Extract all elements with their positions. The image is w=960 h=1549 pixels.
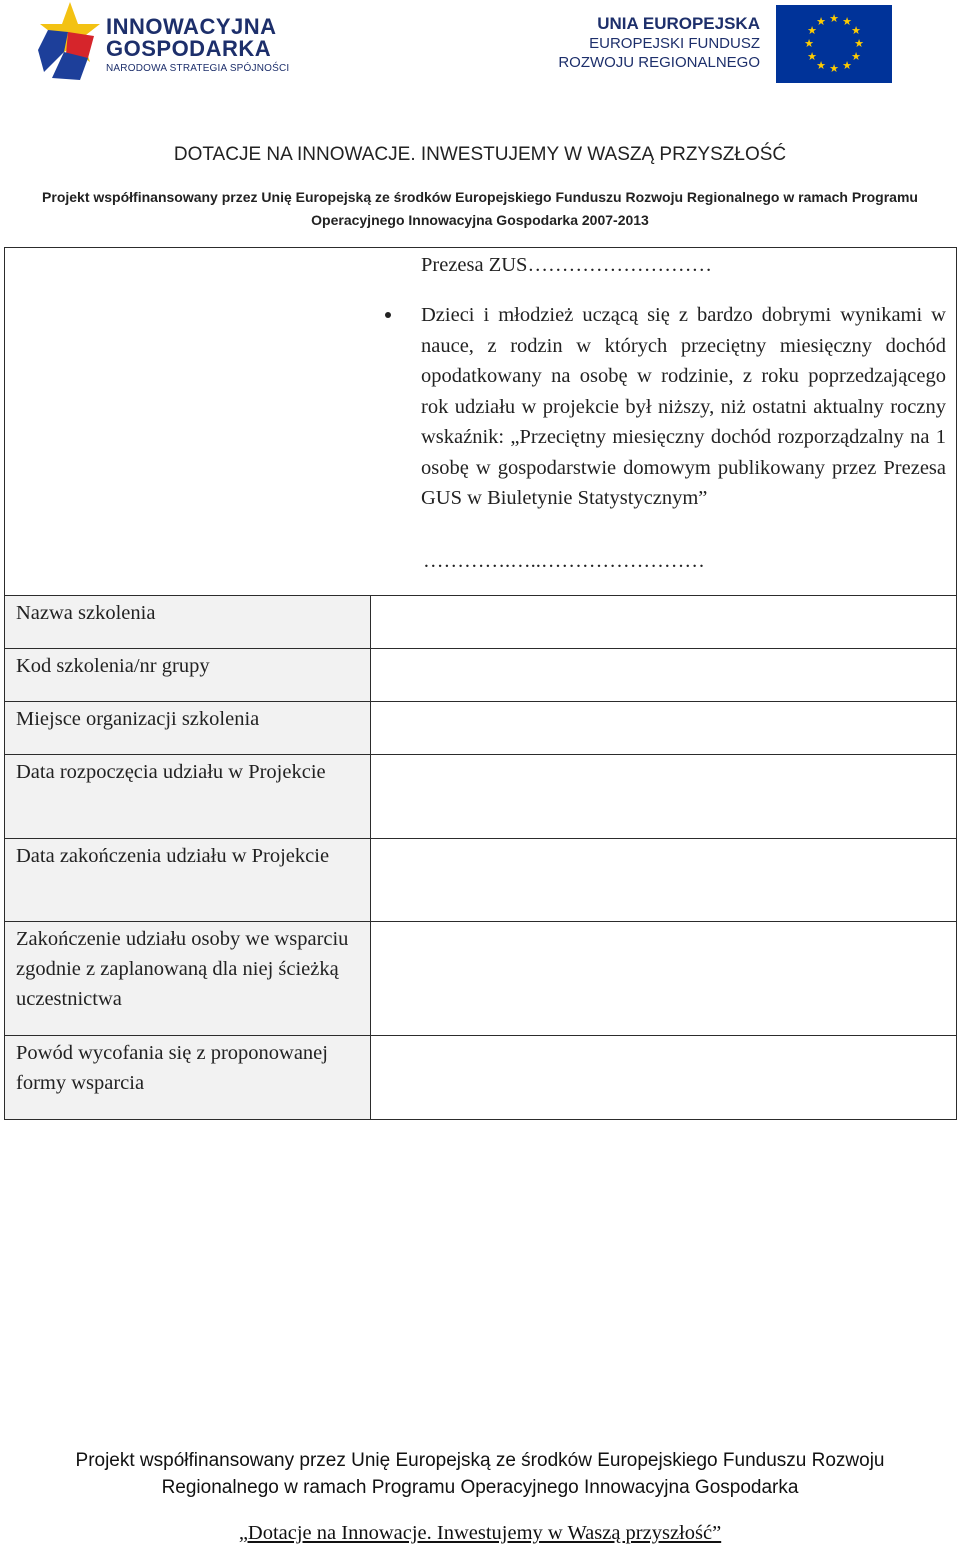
table-row — [5, 839, 957, 922]
income-criteria-cell — [5, 248, 957, 596]
svg-text:★: ★ — [804, 37, 814, 50]
table-row — [5, 755, 957, 839]
footer-line2: Regionalnego w ramach Programu Operacyjnego Innowacyjna Gospodarka — [161, 1477, 799, 1498]
subhead-line1: Projekt współfinansowany przez Unię Europejską ze środków Europejskiego Funduszu Rozwoju Regionalnego w ramach Programu — [42, 189, 918, 205]
end-date-field[interactable] — [371, 839, 957, 922]
svg-text:★: ★ — [816, 15, 826, 28]
top-row — [5, 248, 957, 596]
logo-right-line3: ROZWOJU REGIONALNEGO — [558, 54, 760, 71]
innowacyjna-gospodarka-logo — [34, 2, 294, 82]
svg-text:★: ★ — [851, 50, 861, 63]
table-row — [5, 922, 957, 1036]
svg-text:★: ★ — [816, 59, 826, 72]
logo-left-line2: GOSPODARKA — [106, 36, 272, 61]
row-label: Data rozpoczęcia udziału w Projekcie — [5, 755, 371, 839]
fill-in-dots: ………….…..…………………… — [423, 550, 705, 572]
table-row — [5, 596, 957, 649]
row-label: Data zakończenia udziału w Projekcie — [5, 839, 371, 922]
star-logo-icon — [34, 2, 106, 82]
footer-slogan — [0, 1522, 960, 1545]
table-row — [5, 702, 957, 755]
row-label: Powód wycofania się z proponowanej formy wsparcia — [5, 1036, 371, 1120]
eu-fund-logo — [560, 4, 900, 84]
bullet-dot — [385, 312, 391, 318]
eu-flag-icon — [776, 5, 892, 83]
table-row — [5, 649, 957, 702]
svg-text:★: ★ — [829, 12, 839, 25]
training-location-field[interactable] — [371, 702, 957, 755]
footer-line1: Projekt współfinansowany przez Unię Europejską ze środków Europejskiego Funduszu Rozwoju — [75, 1450, 885, 1471]
svg-text:★: ★ — [829, 62, 839, 75]
income-criteria-text: Dzieci i młodzież uczącą się z bardzo dobrymi wynikami w nauce, z rodzin w których przeciętny miesięczny dochód opodatkowany na osobę w rodzinie, z roku poprzedzającego rok udziału w projekcie był niższy, niż ostatni aktualny roczny wskaźnik: „Przeciętny miesięczny dochód rozporządzalny na 1 osobę w gospodarstwie domowym publikowany przez Prezesa GUS w Biuletynie Statystycznym” — [421, 304, 946, 509]
logo-right-line1: UNIA EUROPEJSKA — [597, 14, 760, 33]
participant-form-table — [4, 247, 957, 1120]
svg-text:★: ★ — [854, 37, 864, 50]
zus-line: Prezesa ZUS……………………… — [421, 254, 712, 276]
row-label: Miejsce organizacji szkolenia — [5, 702, 371, 755]
logo-right-line2: EUROPEJSKI FUNDUSZ — [589, 35, 760, 52]
training-name-field[interactable] — [371, 596, 957, 649]
row-label: Zakończenie udziału osoby we wsparciu zgodnie z zaplanowaną dla niej ścieżką uczestnictwa — [5, 922, 371, 1036]
table-row — [5, 1036, 957, 1120]
svg-text:★: ★ — [807, 24, 817, 37]
logo-left-line1: INNOWACYJNA — [106, 14, 277, 39]
svg-text:★: ★ — [842, 15, 852, 28]
subhead-line2: Operacyjnego Innowacyjna Gospodarka 2007-2013 — [311, 212, 649, 228]
footer-slogan-text: „Dotacje na Innowacje. Inwestujemy w Waszą przyszłość” — [238, 1522, 722, 1544]
footer-funding-note — [0, 1447, 960, 1501]
withdrawal-reason-field[interactable] — [371, 1036, 957, 1120]
svg-text:★: ★ — [851, 24, 861, 37]
logo-left-line3: NARODOWA STRATEGIA SPÓJNOŚCI — [106, 63, 290, 74]
header-subhead — [0, 186, 960, 232]
row-label: Kod szkolenia/nr grupy — [5, 649, 371, 702]
svg-text:★: ★ — [807, 50, 817, 63]
completion-status-field[interactable] — [371, 922, 957, 1036]
header-slogan: DOTACJE NA INNOWACJE. INWESTUJEMY W WASZĄ PRZYSZŁOŚĆ — [173, 144, 787, 165]
start-date-field[interactable] — [371, 755, 957, 839]
svg-text:★: ★ — [842, 59, 852, 72]
training-code-field[interactable] — [371, 649, 957, 702]
row-label: Nazwa szkolenia — [5, 596, 371, 649]
